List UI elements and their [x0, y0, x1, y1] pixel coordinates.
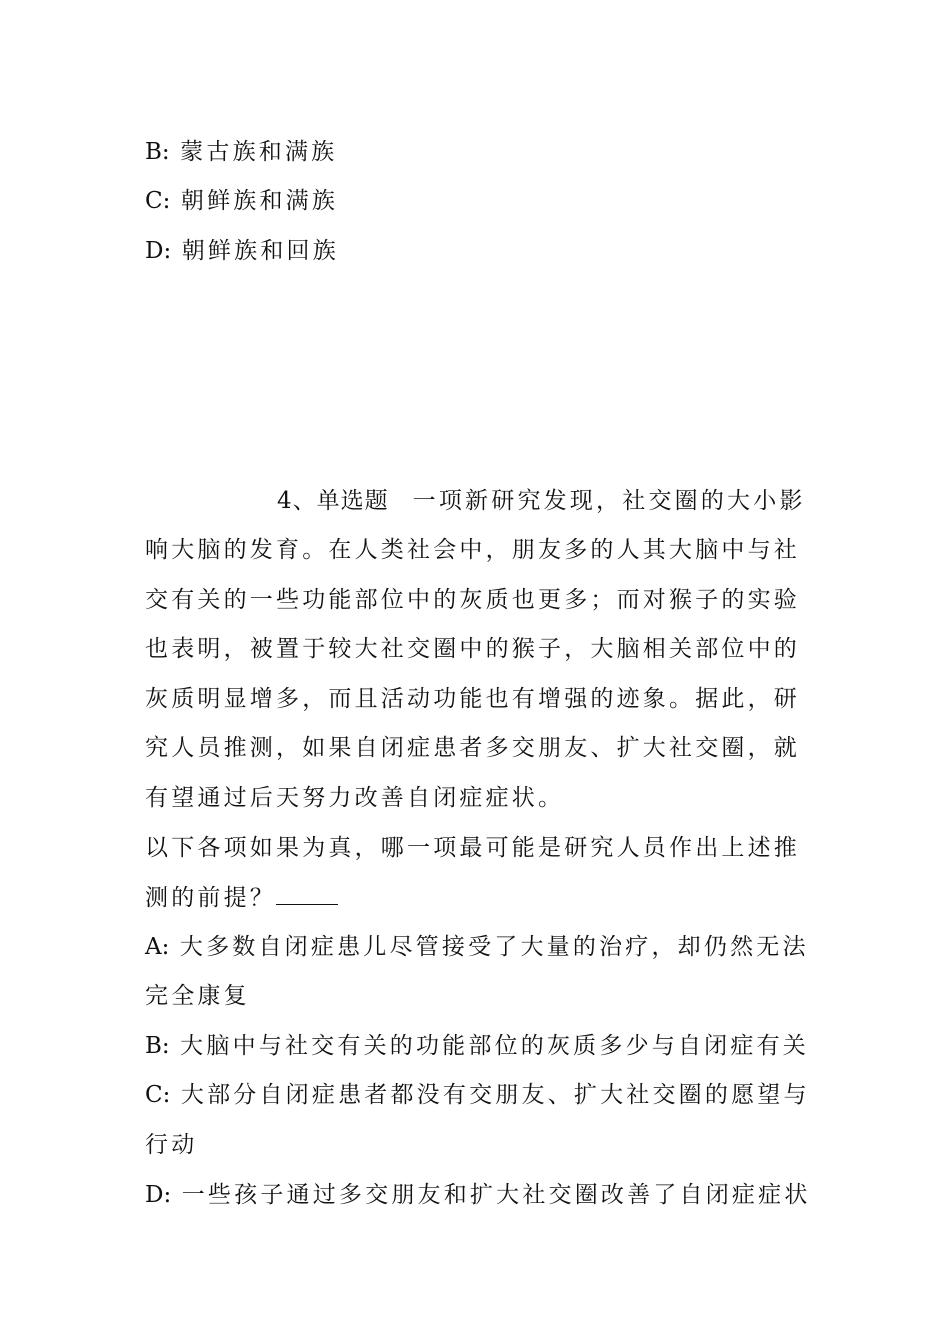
option-a — [145, 932, 810, 962]
question-prompt-line — [145, 882, 810, 913]
option-letter: B: — [145, 1033, 170, 1059]
option-d — [145, 1180, 810, 1210]
option-letter: A: — [145, 934, 170, 960]
question-line: 交有关的一些功能部位中的灰质也更多；而对猴子的实验 — [145, 587, 800, 613]
option-text: 蒙古族和满族 — [180, 139, 338, 165]
option-letter: D: — [145, 238, 172, 264]
option-text: 大部分自闭症患者都没有交朋友、扩大社交圈的愿望与 — [180, 1082, 810, 1108]
question-line: 以下各项如果为真，哪一项最可能是研究人员作出上述推 — [145, 835, 800, 861]
option-letter: B: — [145, 139, 170, 165]
question-line: 测的前提？ — [145, 885, 276, 911]
option-letter: D: — [145, 1182, 172, 1208]
option-c — [145, 1080, 810, 1110]
prev-option-c — [145, 186, 810, 216]
option-a-continued: 完全康复 — [145, 983, 250, 1009]
question-number: 4、单选题 — [277, 488, 389, 514]
option-letter: C: — [145, 1082, 171, 1108]
option-text: 一些孩子通过多交朋友和扩大社交圈改善了自闭症症状 — [181, 1182, 811, 1208]
option-text: 大多数自闭症患儿尽管接受了大量的治疗，却仍然无法 — [179, 934, 809, 960]
question-line: 灰质明显增多，而且活动功能也有增强的迹象。据此，研 — [145, 686, 800, 712]
prev-option-b — [145, 137, 810, 167]
option-b — [145, 1031, 810, 1061]
question-first-line — [145, 486, 810, 516]
question-line: 响大脑的发育。在人类社会中，朋友多的人其大脑中与社 — [145, 537, 800, 563]
question-line: 也表明，被置于较大社交圈中的猴子，大脑相关部位中的 — [145, 636, 800, 662]
option-c-continued: 行动 — [145, 1132, 198, 1158]
question-line: 究人员推测，如果自闭症患者多交朋友、扩大社交圈，就 — [145, 735, 800, 761]
answer-blank — [276, 882, 338, 905]
question-line: 一项新研究发现，社交圈的大小影 — [412, 488, 806, 514]
prev-option-d — [145, 236, 810, 266]
option-letter: C: — [145, 188, 171, 214]
option-text: 朝鲜族和回族 — [181, 238, 339, 264]
option-text: 大脑中与社交有关的功能部位的灰质多少与自闭症有关 — [180, 1033, 809, 1059]
question-line: 有望通过后天努力改善自闭症症状。 — [145, 785, 565, 811]
option-text: 朝鲜族和满族 — [180, 188, 339, 214]
